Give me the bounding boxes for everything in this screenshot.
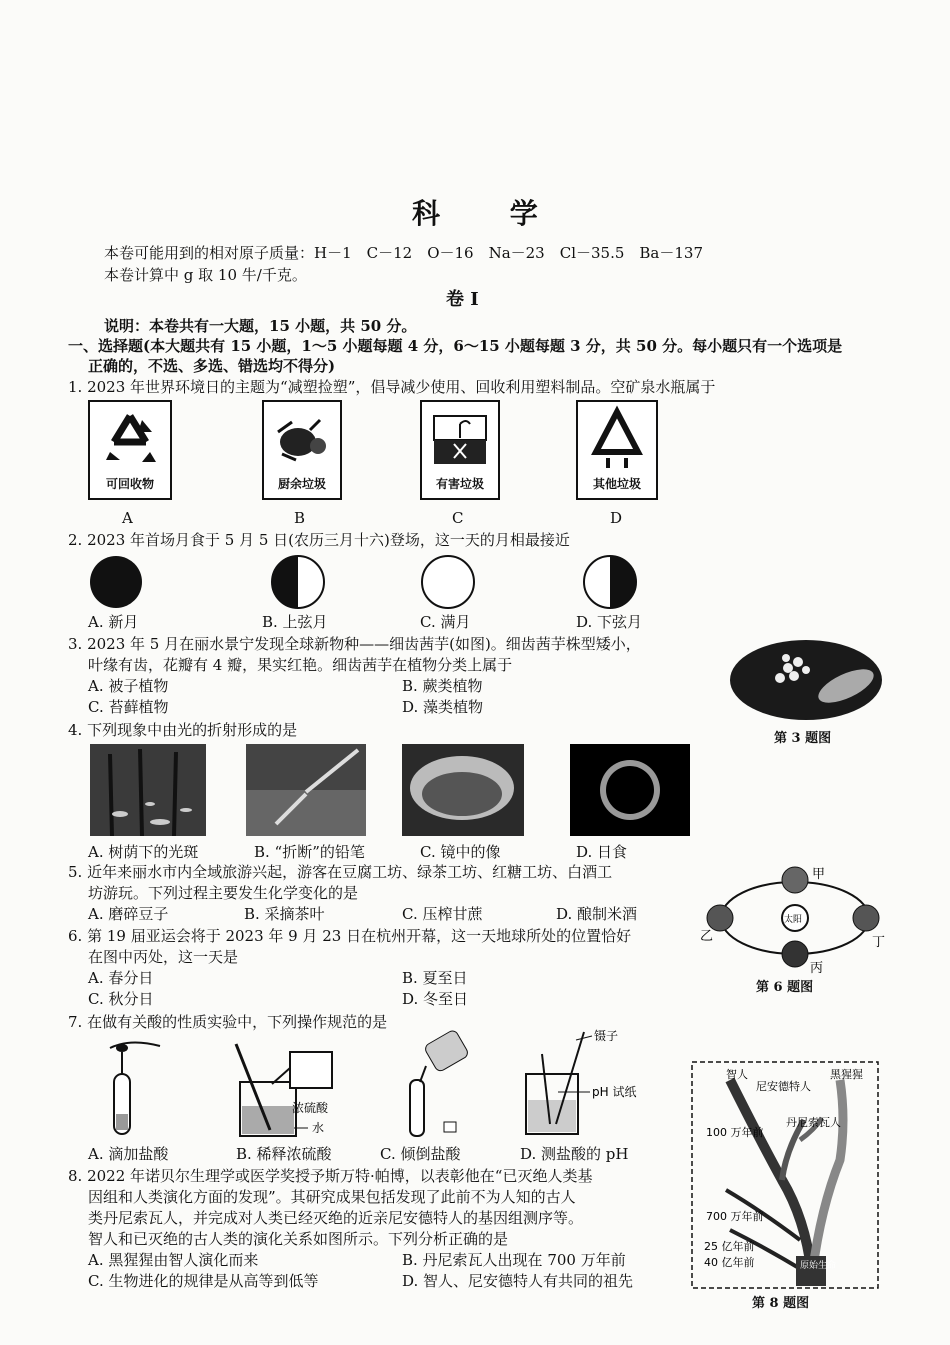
q2-option-b: B. 上弦月 [262, 613, 328, 631]
label-ph-paper: pH 试纸 [592, 1085, 637, 1099]
q3-option-d: D. 藻类植物 [402, 698, 484, 716]
q1-letter-a: A [122, 509, 133, 527]
q5-option-d: D. 酿制米酒 [556, 905, 638, 923]
tree-shade-photo [90, 744, 206, 836]
position-ding: 丁 [872, 935, 886, 950]
hazardous-sign [420, 400, 500, 500]
q8-option-a: A. 黑猩猩由智人演化而来 [88, 1251, 259, 1269]
position-yi: 乙 [700, 929, 714, 944]
hazard-icon [422, 402, 498, 472]
q5-line2: 坊游玩。下列过程主要发生化学变化的是 [88, 884, 359, 902]
q2-stem: 2. 2023 年首场月食于 5 月 5 日(农历三月十六)登场，这一天的月相最接近 [68, 531, 570, 549]
q3-line1: 3. 2023 年 5 月在丽水景宁发现全球新物种——细齿茜芋(如图)。细齿茜芋株型矮小， [68, 635, 641, 653]
q4-option-c: C. 镜中的像 [420, 843, 501, 861]
new-moon-icon [88, 554, 144, 610]
full-moon-icon [420, 554, 476, 610]
dropper-test-tube-diagram [100, 1034, 170, 1144]
q7-stem: 7. 在做有关酸的性质实验中，下列操作规范的是 [68, 1013, 388, 1031]
box-label-recyclable: 可回收物 [105, 477, 154, 491]
box-label-kitchen: 厨余垃圾 [277, 477, 326, 491]
q2-option-d: D. 下弦月 [576, 613, 643, 631]
q8-option-d: D. 智人、尼安德特人有共同的祖先 [402, 1272, 634, 1290]
volume-note: 说明：本卷共有一大题，15 小题，共 50 分。 [104, 317, 417, 335]
q6-option-a: A. 春分日 [88, 969, 154, 987]
q8-line3: 类丹尼索瓦人，并完成对人类已经灭绝的近亲尼安德特人的基因组测序等。 [88, 1209, 584, 1227]
label-homo-sapiens: 智人 [726, 1068, 748, 1081]
q7-option-a: A. 滴加盐酸 [88, 1145, 169, 1163]
last-quarter-moon-icon [582, 554, 638, 610]
q1-letter-c: C [452, 509, 464, 527]
q1-letter-d: D [610, 509, 623, 527]
q4-stem: 4. 下列现象中由光的折射形成的是 [68, 721, 298, 739]
q6-option-c: C. 秋分日 [88, 990, 154, 1008]
q4-option-a: A. 树荫下的光斑 [88, 843, 199, 861]
q3-option-c: C. 苔藓植物 [88, 698, 169, 716]
recycle-icon [90, 402, 170, 472]
q2-option-c: C. 满月 [420, 613, 471, 631]
q1-stem: 1. 2023 年世界环境日的主题为“减塑捡塑”，倡导减少使用、回收利用塑料制品。空矿泉水瓶属于 [68, 378, 716, 396]
solar-eclipse-photo [570, 744, 690, 836]
dilute-acid-diagram [230, 1040, 410, 1140]
position-jia: 甲 [812, 867, 826, 882]
q8-option-c: C. 生物进化的规律是从高等到低等 [88, 1272, 319, 1290]
label-water: 水 [312, 1121, 325, 1135]
label-neanderthal: 尼安德特人 [756, 1080, 811, 1093]
label-2.5b-years: 25 亿年前 [704, 1240, 755, 1253]
box-label-hazardous: 有害垃圾 [435, 477, 484, 491]
label-7m-years: 700 万年前 [706, 1210, 764, 1223]
position-bing: 丙 [810, 961, 824, 974]
label-1m-years: 100 万年前 [706, 1126, 764, 1139]
box-label-other: 其他垃圾 [592, 477, 641, 491]
q7-option-c: C. 倾倒盐酸 [380, 1145, 461, 1163]
origin-label: 原始生命 [800, 1261, 837, 1271]
label-4b-years: 40 亿年前 [704, 1256, 755, 1269]
atomic-masses: 本卷可能用到的相对原子质量：H－1 C－12 O－16 Na－23 Cl－35.5 Ba－137 [104, 244, 703, 262]
q8-line4: 智人和已灭绝的古人类的演化关系如图所示。下列分析正确的是 [88, 1230, 509, 1248]
q5-option-c: C. 压榨甘蔗 [402, 905, 483, 923]
label-tweezers: 镊子 [594, 1029, 619, 1043]
q4-option-b: B. “折断”的铅笔 [254, 843, 365, 861]
volume-title: 卷 Ⅰ [446, 289, 479, 310]
q6-option-d: D. 冬至日 [402, 990, 469, 1008]
q5-line1: 5. 近年来丽水市内全域旅游兴起，游客在豆腐工坊、绿茶工坊、红糖工坊、白酒工 [68, 863, 613, 881]
plant-photo [728, 638, 884, 722]
other-waste-sign [576, 400, 658, 500]
q8-caption: 第 8 题图 [752, 1296, 810, 1311]
q3-line2: 叶缘有齿，花瓣有 4 瓣，果实红艳。细齿茜芋在植物分类上属于 [88, 656, 513, 674]
q8-option-b: B. 丹尼索瓦人出现在 700 万年前 [402, 1251, 626, 1269]
first-quarter-moon-icon [270, 554, 326, 610]
mirror-photo [402, 744, 524, 836]
q8-line1: 8. 2022 年诺贝尔生理学或医学奖授予斯万特·帕博，以表彰他在“已灭绝人类基 [68, 1167, 593, 1185]
section-heading-line1: 一、选择题(本大题共有 15 小题，1～5 小题每题 4 分，6～15 小题每题 3 分，共 50 分。每小题只有一个选项是 [68, 337, 843, 355]
pour-acid-diagram [400, 1030, 490, 1138]
sun-label: 太阳 [784, 915, 803, 925]
recycle-sign [88, 400, 172, 500]
page-title: 科 学 [412, 197, 568, 230]
q6-option-b: B. 夏至日 [402, 969, 468, 987]
q3-option-a: A. 被子植物 [88, 677, 169, 695]
q6-line1: 6. 第 19 届亚运会将于 2023 年 9 月 23 日在杭州开幕，这一天地球所处的位置恰好 [68, 927, 632, 945]
ph-test-diagram [520, 1024, 640, 1140]
triangle-arrows-icon [578, 402, 656, 472]
fish-bone-icon [264, 402, 340, 472]
label-chimpanzee: 黑猩猩 [830, 1068, 863, 1081]
q5-option-a: A. 磨碎豆子 [88, 905, 169, 923]
label-conc-acid: 浓硫酸 [292, 1101, 329, 1115]
g-note: 本卷计算中 g 取 10 牛/千克。 [104, 266, 307, 284]
label-denisovan: 丹尼索瓦人 [786, 1116, 841, 1129]
q3-caption: 第 3 题图 [774, 731, 832, 746]
earth-orbit-diagram [700, 862, 890, 974]
q3-option-b: B. 蕨类植物 [402, 677, 483, 695]
evolution-tree-diagram [690, 1060, 880, 1290]
q1-letter-b: B [294, 509, 306, 527]
q7-option-b: B. 稀释浓硫酸 [236, 1145, 332, 1163]
q8-line2: 因组和人类演化方面的发现”。其研究成果包括发现了此前不为人知的古人 [88, 1188, 576, 1206]
q2-option-a: A. 新月 [88, 613, 139, 631]
q5-option-b: B. 采摘茶叶 [244, 905, 325, 923]
kitchen-waste-sign [262, 400, 342, 500]
q4-option-d: D. 日食 [576, 843, 628, 861]
q6-line2: 在图中丙处，这一天是 [88, 948, 239, 966]
section-heading-line2: 正确的，不选、多选、错选均不得分) [88, 357, 336, 375]
q7-option-d: D. 测盐酸的 pH [520, 1145, 629, 1163]
bent-pencil-photo [246, 744, 366, 836]
q6-caption: 第 6 题图 [756, 980, 814, 995]
